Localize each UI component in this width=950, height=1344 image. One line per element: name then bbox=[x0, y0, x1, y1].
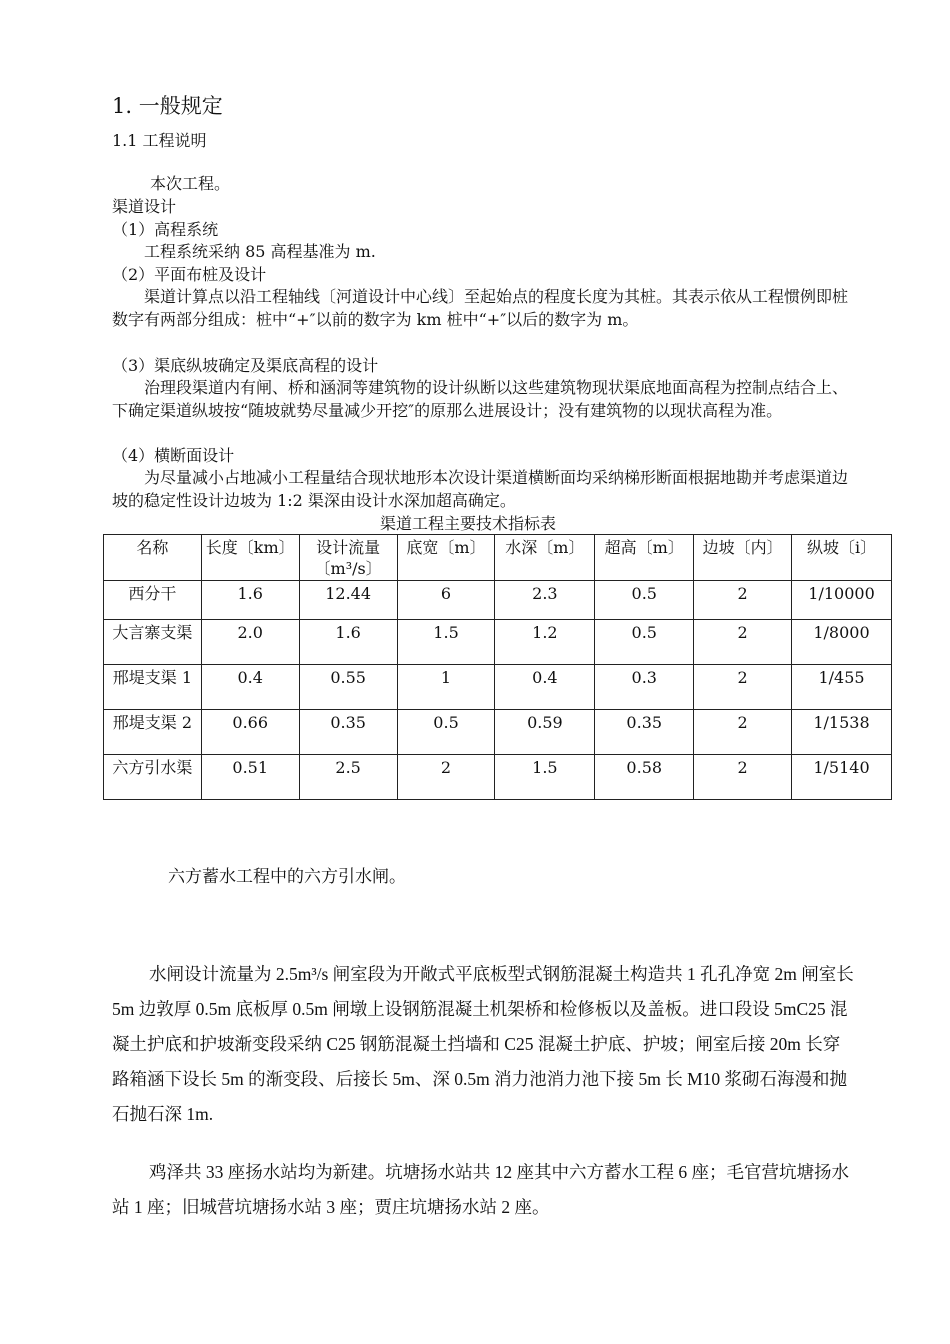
header-cell: 纵坡〔i〕 bbox=[792, 535, 892, 581]
header-cell: 边坡〔内〕 bbox=[694, 535, 792, 581]
table-row bbox=[104, 710, 892, 755]
sub1-text: 工程系统采纳 85 高程基准为 m. bbox=[144, 242, 376, 261]
table-cell: 1.2 bbox=[495, 620, 595, 665]
table-cell: 1/455 bbox=[792, 665, 892, 710]
sub1-heading: （1）高程系统 bbox=[112, 220, 219, 239]
table-cell: 2 bbox=[397, 755, 495, 800]
table-cell: 1.5 bbox=[397, 620, 495, 665]
spec-table bbox=[103, 534, 892, 800]
table-cell: 1.6 bbox=[299, 620, 397, 665]
intro-text: 本次工程。 bbox=[150, 174, 231, 193]
table-cell: 0.51 bbox=[201, 755, 299, 800]
table-cell: 0.58 bbox=[595, 755, 694, 800]
table-cell: 1 bbox=[397, 665, 495, 710]
header-cell: 底宽〔m〕 bbox=[397, 535, 495, 581]
table-cell: 六方引水渠 bbox=[104, 755, 202, 800]
section-subtitle: 1.1 工程说明 bbox=[112, 131, 207, 150]
channel-title: 渠道设计 bbox=[112, 197, 177, 216]
header-cell: 水深〔m〕 bbox=[495, 535, 595, 581]
sub2-heading: （2）平面布桩及设计 bbox=[112, 265, 267, 284]
table-cell: 1/10000 bbox=[792, 581, 892, 620]
table-cell: 1/8000 bbox=[792, 620, 892, 665]
table-cell: 2.5 bbox=[299, 755, 397, 800]
table-cell: 2 bbox=[694, 581, 792, 620]
table-cell: 西分干 bbox=[104, 581, 202, 620]
header-cell: 设计流量〔m³/s〕 bbox=[299, 535, 397, 581]
table-caption: 渠道工程主要技术指标表 bbox=[380, 514, 557, 533]
table-cell: 0.59 bbox=[495, 710, 595, 755]
table-cell: 0.55 bbox=[299, 665, 397, 710]
table-cell: 0.5 bbox=[397, 710, 495, 755]
section-title: 1. 一般规定 bbox=[112, 94, 223, 118]
table-row bbox=[104, 665, 892, 710]
table-cell: 0.35 bbox=[299, 710, 397, 755]
table-cell: 6 bbox=[397, 581, 495, 620]
sub4-heading: （4）横断面设计 bbox=[112, 446, 235, 465]
table-cell: 2 bbox=[694, 665, 792, 710]
table-cell: 邢堤支渠 2 bbox=[104, 710, 202, 755]
table-cell: 2 bbox=[694, 710, 792, 755]
table-cell: 0.3 bbox=[595, 665, 694, 710]
table-cell: 1/5140 bbox=[792, 755, 892, 800]
table-row bbox=[104, 620, 892, 665]
header-cell: 名称 bbox=[104, 535, 202, 581]
table-cell: 2.0 bbox=[201, 620, 299, 665]
sub4-text: 为尽量减小占地减小工程量结合现状地形本次设计渠道横断面均采纳梯形断面根据地勘并考虑渠道边坡的稳定性设计边坡为 1:2 渠深由设计水深加超高确定。 bbox=[112, 468, 849, 510]
table-row bbox=[104, 581, 892, 620]
table-cell: 2 bbox=[694, 755, 792, 800]
table-cell: 邢堤支渠 1 bbox=[104, 665, 202, 710]
gate-text: 水闸设计流量为 2.5m³/s 闸室段为开敞式平底板型式钢筋混凝土构造共 1 孔孔净宽 2m 闸室长 5m 边敦厚 0.5m 底板厚 0.5m 闸墩上设钢筋混凝土机架桥和检修板以及盖板。进口段设 5mC25 混凝土护底和护坡渐变段采纳 C25 钢筋混凝土挡墙和 C25 混凝土护底、护坡；闸室后接 20m 长穿路箱涵下设长 5m 的渐变段、后接长 5m、深 0.5m 消力池消力池下接 5m 长 M10 浆砌石海漫和抛石抛石深 1m. bbox=[112, 964, 854, 1124]
table-cell: 1.6 bbox=[201, 581, 299, 620]
sub3-heading: （3）渠底纵坡确定及渠底高程的设计 bbox=[112, 356, 379, 375]
table-cell: 0.5 bbox=[595, 620, 694, 665]
table-cell: 2.3 bbox=[495, 581, 595, 620]
sub3-text: 治理段渠道内有闸、桥和涵洞等建筑物的设计纵断以这些建筑物现状渠底地面高程为控制点结合上、下确定渠道纵坡按“随坡就势尽量减少开挖″的原那么进展设计；没有建筑物的以现状高程为准。 bbox=[112, 378, 849, 420]
table-cell: 2 bbox=[694, 620, 792, 665]
table-row bbox=[104, 755, 892, 800]
table-cell: 12.44 bbox=[299, 581, 397, 620]
sub2-text: 渠道计算点以沿工程轴线〔河道设计中心线〕至起始点的程度长度为其桩。其表示依从工程惯例即桩数字有两部分组成：桩中“+″以前的数字为 km 桩中“+″以后的数字为 m。 bbox=[112, 287, 849, 329]
table-cell: 大言寨支渠 bbox=[104, 620, 202, 665]
table-cell: 0.66 bbox=[201, 710, 299, 755]
table-cell: 0.35 bbox=[595, 710, 694, 755]
table-cell: 0.5 bbox=[595, 581, 694, 620]
table-cell: 1.5 bbox=[495, 755, 595, 800]
table-cell: 0.4 bbox=[495, 665, 595, 710]
table-header-row bbox=[104, 535, 892, 581]
header-cell: 超高〔m〕 bbox=[595, 535, 694, 581]
gate-intro: 六方蓄水工程中的六方引水闸。 bbox=[168, 867, 406, 887]
table-cell: 0.4 bbox=[201, 665, 299, 710]
header-cell: 长度〔km〕 bbox=[201, 535, 299, 581]
pump-text: 鸡泽共 33 座扬水站均为新建。坑塘扬水站共 12 座其中六方蓄水工程 6 座；毛官营坑塘扬水站 1 座；旧城营坑塘扬水站 3 座；贾庄坑塘扬水站 2 座。 bbox=[112, 1162, 849, 1217]
table-cell: 1/1538 bbox=[792, 710, 892, 755]
